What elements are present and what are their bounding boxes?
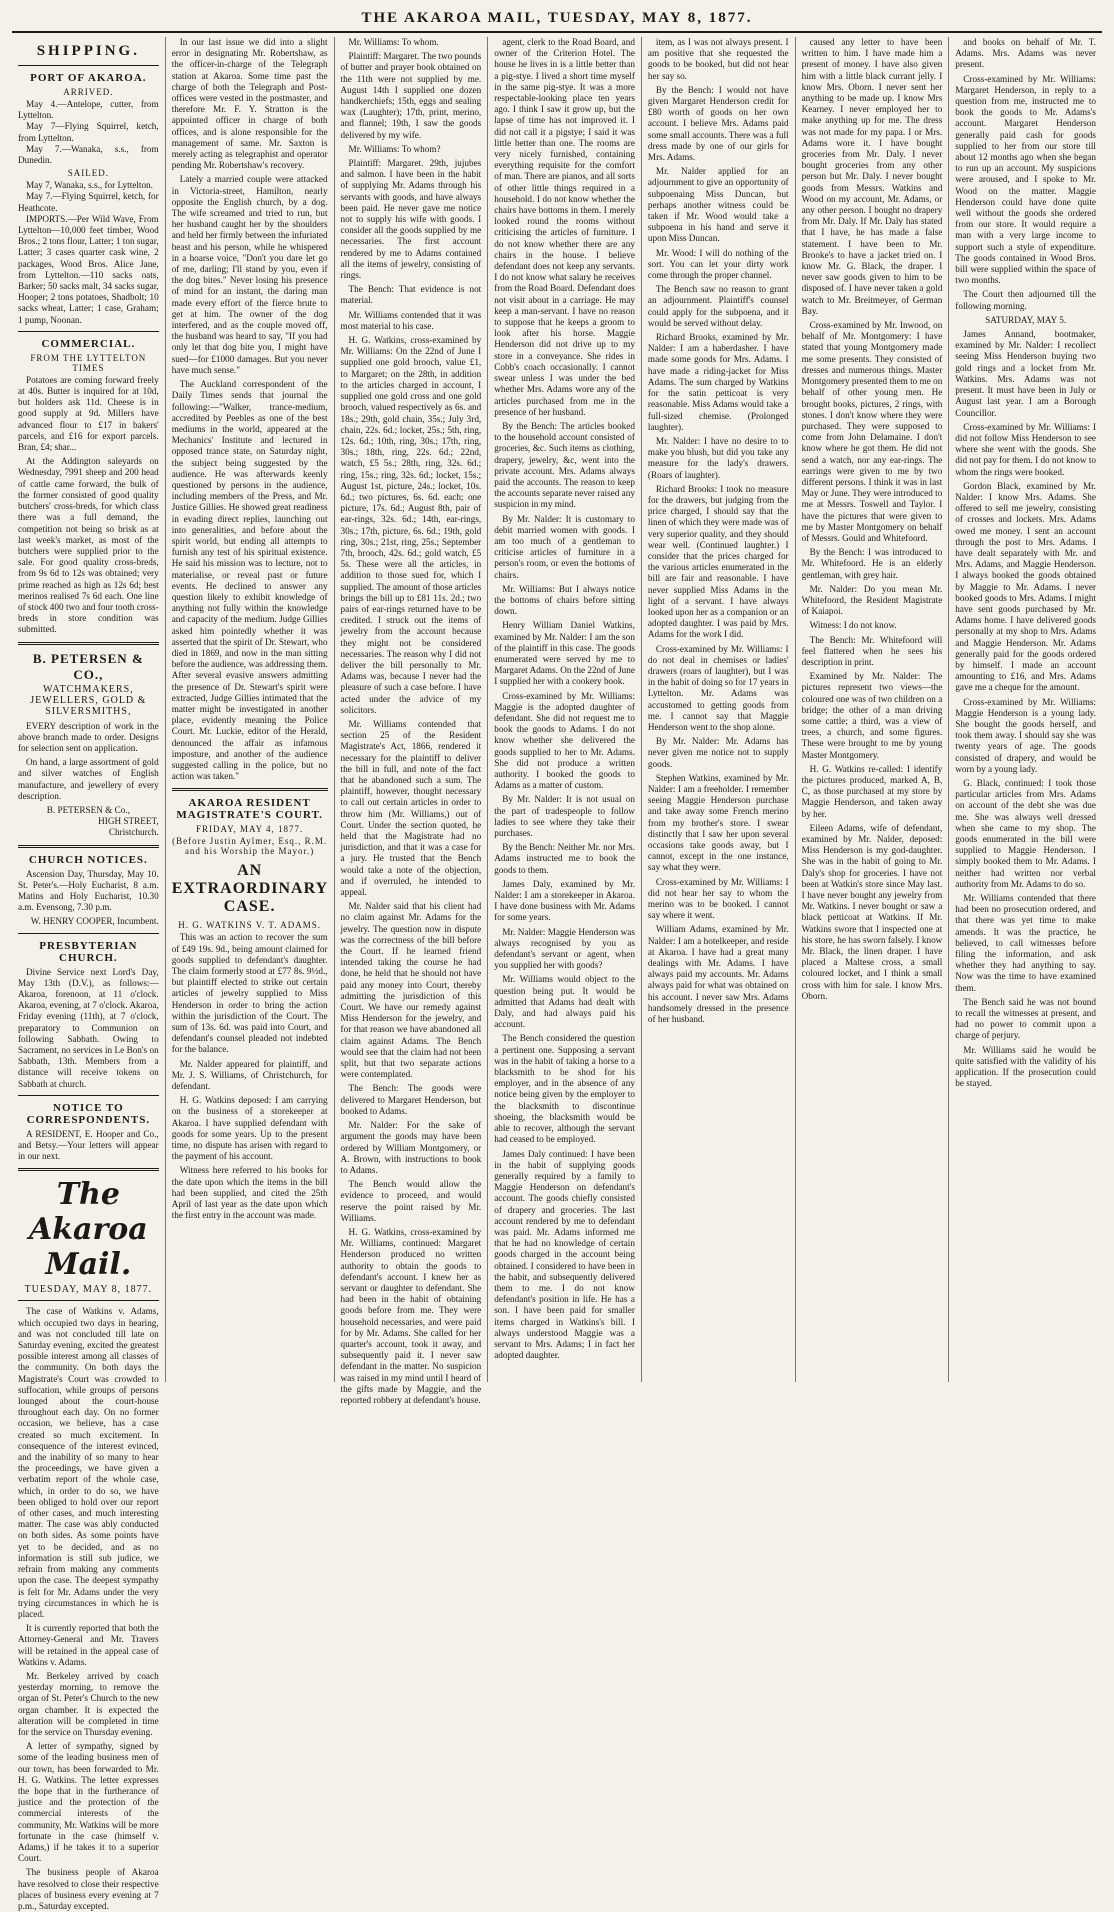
court-paragraph: Mr. Williams said he would be quite satisfied with the validity of his application. If the prosecution could be stayed. xyxy=(955,1044,1096,1089)
divider xyxy=(172,788,328,791)
court-paragraph: Mr. Wood: I will do nothing of the sort. You can let your dirty work come through the proper channel. xyxy=(647,247,789,281)
divider xyxy=(18,1300,159,1301)
court-paragraph: Eileen Adams, wife of defendant, examined by Mr. Nalder, deposed: Miss Henderson is my god-daughter. She was in the habit of going to Mr. Daly's shop for groceries. I have not been at Watkin's store since May last. I have never bought any jewelry from Mr. Watkins. I never bought or saw a black petticoat at Watkins. If Mr. Watkins swore that I inspected one at his store, he has sworn falsely. I know Mr. Black, the linen draper. I have placed a Maltese cross, a small coloured locket, and I think a small cross with him for sale. I know Mrs. Oborn. xyxy=(801,822,943,1001)
court-paragraph: By the Bench: I was introduced to Mr. Whitefoord. He is an elderly gentleman, with grey hair. xyxy=(801,547,943,580)
article-paragraph: Lately a married couple were attacked in Victoria-street, Hamilton, nearly opposite the English church, by a dog. The wife screamed and tried to run, but her husband caught her by the shoulders and held her firmly between the infuriated beast and his person, while he whispered in a hoarse voice, "Don't you dare let go of me, darling; I'll stand by you, even if the dog bites." Never losing his presence of mind for an instant, the daring man made every effort of the fierce brute to get at him. The owner of the dog interfered, and as the couple moved off, the husband was heard to say, "If you had only let that dog bite you, I might have sued—for £1000 damages. But you never have much sense." xyxy=(171,174,328,375)
court-paragraph: The Bench: That evidence is not material. xyxy=(340,284,482,306)
church-heading: CHURCH NOTICES. xyxy=(28,853,148,866)
editorial-paragraph: A letter of sympathy, signed by some of the leading business men of our town, has been forwarded to Mr. H. G. Watkins. The letter expresses the hope that in the furtherance of justice and the protection of the commercial interests of the community, Mr. Watkins will be more fortunate in the case (himself v. Adams,) if he takes it to a superior Court. xyxy=(18,1741,159,1864)
court-paragraph: The Bench considered the question a pertinent one. Supposing a servant was in the habit of taking a horse to a blacksmith to be shod for his employer, and in the absence of any notice being given by the employer to the blacksmith to discontinue shoeing, the blacksmith would be able to recover, although the servant had ceased to be employed. xyxy=(494,1033,635,1145)
column-3 xyxy=(334,37,488,1405)
court-paragraph: Cross-examined by Mr. Williams: Margaret Henderson, in reply to a question from me, instructed me to book the goods to Mr. Adams's account. Margaret Henderson generally paid cash for goods supplied to her from our store till about 12 months ago when she began to run up an account. My suspicions were aroused, and I spoke to Mr. Wood on the matter. Maggie Henderson could have done quite well without the goods she ordered from our store. It would require a man with a very large income to support such a style of expenditure. The goods contained in Wood Bros. bill were supplied within the space of two months. xyxy=(955,73,1096,286)
divider xyxy=(18,65,159,66)
court-paragraph: Stephen Watkins, examined by Mr. Nalder: I am a freeholder. I remember seeing Maggie Henderson purchase and take away some French merino from my brother's store. I swear distinctly that I saw her upon several occasions take goods away, but I cannot, except in the one instance, say what they were. xyxy=(647,772,789,873)
issue-date: TUESDAY, MAY 8, 1877. xyxy=(24,1284,153,1296)
divider xyxy=(18,642,159,645)
advert-signature: HIGH STREET, xyxy=(98,816,159,827)
arrival-entry: May 7.—Wanaka, s.s., from Dunedin. xyxy=(18,143,159,166)
case-paragraph: H. G. Watkins deposed: I am carrying on the business of a storekeeper at Akaroa. I have supplied defendant with goods for some years. Up to the present time, no dispute has arisen with regard to the payment of his account. xyxy=(171,1095,328,1162)
column-6 xyxy=(795,37,949,1382)
divider xyxy=(18,933,159,934)
court-paragraph: Mr. Williams contended that it was most material to his case. xyxy=(340,309,482,331)
court-paragraph: Mr. Williams contended that section 25 of the Resident Magistrate's Act, 1866, rendered it necessary for the plaintiff to deliver the bill in full, and note of the fact that he abandoned such a sum. The plaintiff, however, thought necessary to call out certain articles in order to throw him (Mr. Williams,) out of Court. Under the section quoted, he held that the Magistrate had no jurisdiction, and that it was a case for a jury. He trusted that the Bench would take a note of the objection, and if overruled, he intended to appeal. xyxy=(340,718,482,898)
court-paragraph: Cross-examined by Mr. Williams: I do not deal in chemises or ladies' drawers (roars of laughter), but I was in the habit of doing so for 17 years in Lyttelton. Mr. Adams was accustomed to getting goods from me. I cannot say that Maggie Henderson went to the shop alone. xyxy=(647,643,789,732)
imports-text: IMPORTS.—Per Wild Wave, From Lyttelton—10,000 feet timber, Wood Bros.; 2 tons flour, Latter; 1 ton sugar, Latter; 3 cases quarter cask wine, 2 packages, Wood Bros. Alice Jane, from Lyttelton.—110 sacks oats, Barker; 50 sacks malt, 34 sacks sugar, Hooper; 2 tons potatoes, Shadbolt; 10 sacks wheat, Latter; 1 case, Graham; 1 pump, Noonan. xyxy=(18,213,159,325)
court-day-heading: SATURDAY, MAY 5. xyxy=(985,314,1067,325)
court-paragraph: James Annand, bootmaker, examined by Mr. Nalder: I recollect seeing Miss Henderson buying two gold rings and a locket from Mr. Watkins. Mrs. Adams was not present. It must have been in July or August last year. I am a Borough Councillor. xyxy=(955,329,1096,418)
court-paragraph: By the Bench: The articles booked to the household account consisted of groceries, &c. Such items as clothing, drapery, jewelry, &c, went into the private account. Mrs. Adams always paid the accounts. The reason to keep the accounts separate never raised any suspicion in my mind. xyxy=(494,420,635,510)
court-paragraph: By Mr. Nalder: It is customary to debit married women with goods. I am too much of a gentleman to criticise articles of furniture in a person's room, or even the bottoms of chairs. xyxy=(494,513,635,580)
court-paragraph: The Bench saw no reason to grant an adjournment. Plaintiff's counsel could apply for the subpoena, and it would be served without delay. xyxy=(647,284,789,328)
advert-signature: B. PETERSEN & Co., xyxy=(46,804,130,815)
court-paragraph: William Adams, examined by Mr. Nalder: I am a hotelkeeper, and reside at Akaroa. I have had a great many dealings with Mr. Adams. I have always paid my accounts. Mr. Adams always paid for what was obtained on his account. I never saw Mrs. Adams handsomely dressed in the presence of her husband. xyxy=(647,924,789,1025)
court-paragraph: Mr. Nalder: Do you mean Mr. Whitefoord, the Resident Magistrate of Kaiapoi. xyxy=(801,583,943,617)
court-paragraph: H. G. Watkins re-called: I identify the pictures produced, marked A, B, C, as those purchased at my store by Maggie Henderson, and taken away by her. xyxy=(801,763,943,819)
court-paragraph: H. G. Watkins, cross-examined by Mr. Williams, continued: Margaret Henderson produced no written authority to obtain the goods to defendant's account. I knew her as servant or daughter to defendant. She had been in the habit of obtaining goods before from me. They were household necessaries, and were paid for by Mr. Adams. She called for her quarter's account, took it away, and subsequently paid it. I never saw defendant in the matter. No suspicion was raised in my mind until I heard of the gifts made by Maggie, and the reported robbery at defendant's house. xyxy=(340,1226,482,1405)
court-paragraph: agent, clerk to the Road Board, and owner of the Criterion Hotel. The house he lives in is a little better than a pig-stye. I lived a short time myself in the same pig-stye. It was a more respectable-looking place ten years ago. I think I saw it grow up, but the lapse of time has not improved it. I did not call it a pigstye; I said it was little better than one. The rooms are very nicely furnished, containing everything requisite for the comfort of man. There are pianos, and all sorts of other little things required in a household. I do not know whether the chairs have bottoms in them. I merely looked round the rooms without criticising the articles of furniture. I do not know whether there are any chairs in the house. I believe defendant does not keep any servants. I do not know what salary he receives from the Road Board. Defendant does not visit about in a carriage. He may keep a man-servant. I have no reason to suppose that he keeps a groom to look after his horse. Maggie Henderson did not drive up to my store in a conveyance. She rides in Cobb's coach occasionally. I cannot swear unless I was under the bed whether Mrs. Adams wore any of the articles purchased from me in the presence of her husband. xyxy=(494,37,635,417)
editorial-paragraph: The case of Watkins v. Adams, which occupied two days in hearing, and was not concluded till late on Saturday evening, excited the greatest possible interest among all classes of the community. On both days the Magistrate's Court was crowded to suffocation, while groups of persons lounged about the court-house throughout each day. On no former occasion, we believe, has a case created so much excitement. In consequence of the interest evinced, and the inability of so many to hear the proceedings, we have given a verbatim report of the whole case, which, in order to do so, we have been obliged to hold over our report of other cases, and much interesting matter. The case was ably conducted on both sides. As some points have yet to be decided, and as no information is still sub judice, we refrain from making any comments upon the case. The deepest sympathy is felt for Mr. Adams under the very trying circumstances in which he is placed. xyxy=(18,1306,159,1619)
arrival-entry: May 7—Flying Squirrel, ketch, from Lyttelton. xyxy=(18,121,159,143)
advert-signature: Christchurch. xyxy=(108,827,159,838)
court-paragraph: Richard Brooks: I took no measure for the drawers, but judging from the price charged, I should say that the linen of which they were made was of very superior quality, and they should wear well. (Continued laughter.) I consider that the prices charged for the various articles enumerated in the bill are fair and reasonable. I have never supplied Miss Adams in the light of a servant. I have always looked upon her as a companion or an adopted daughter. I was paid by Mrs. Adams for the work I did. xyxy=(647,483,789,640)
advert-trade: WATCHMAKERS, JEWELLERS, GOLD & SILVERSMITHS, xyxy=(30,683,147,717)
court-paragraph: By the Bench: Neither Mr. nor Mrs. Adams instructed me to book the goods to them. xyxy=(494,842,635,875)
sailing-entry: May 7.—Flying Squirrel, ketch, for Heathcote. xyxy=(18,191,159,213)
editorial-paragraph: The business people of Akaroa have resolved to close their respective places of business every evening at 7 p.m., Saturday excepted. xyxy=(18,1867,159,1911)
court-bench: (Before Justin Aylmer, Esq., R.M. and his Worship the Mayor.) xyxy=(172,836,328,857)
court-paragraph: By Mr. Nalder: Mr. Adams has never given me notice not to supply goods. xyxy=(647,736,789,769)
church-text: Ascension Day, Thursday, May 10. St. Peter's.—Holy Eucharist, 8 a.m. Matins and Holy Eucharist, 10.30 a.m. Evensong, 7.30 p.m. xyxy=(18,868,159,913)
editorial-paragraph: Mr. Berkeley arrived by coach yesterday morning, to remove the organ of St. Peter's Church to the new organ chamber. It is expected the alteration will be completed in time for the service on Thursday evening. xyxy=(18,1670,159,1737)
court-paragraph: Mr. Nalder: For the sake of argument the goods may have been ordered by William Montgomery, or A. Brown, with instructions to book to Adams. xyxy=(340,1120,482,1175)
masthead xyxy=(12,10,1102,33)
case-paragraph: This was an action to recover the sum of £49 19s. 9d., being amount claimed for goods supplied to defendant's daughter. The claim formerly stood at £77 8s. 9½d., but plaintiff elected to strike out certain articles of jewelry supplied to Miss Henderson in order to bring the action within the jurisdiction of the Court. The sum of 13s. 6d. was paid into Court, and defendant's counsel pleaded not indebted for the balance. xyxy=(171,932,328,1055)
editorial-paragraph: It is currently reported that both the Attorney-General and Mr. Travers will be retained in the appeal case of Watkins v. Adams. xyxy=(18,1623,159,1667)
court-paragraph: item, as I was not always present. I am positive that she requested the goods to be booked, but did not hear her say so. xyxy=(647,37,789,81)
commercial-paragraph: At the Addington saleyards on Wednesday, 7991 sheep and 200 head of cattle came forward, the bulk of the former consisted of good quality butchers' cross-breds, for which class there was a full demand, the competition not being so brisk as at last week's market, as most of the butchers were supplied prior to the sale. For good quality cross-breds, from 9s 6d to 12s was obtained; very prime reached as high as 12s 6d; best merinos realised 7s 6d each. One line of stock 400 two and four tooth cross-breds in store condition was submitted. xyxy=(18,456,159,635)
sailed-label: SAILED. xyxy=(67,168,109,179)
court-paragraph: Plaintiff: Margaret. 29th, jujubes and salmon. I have been in the habit of supplying Mr. Adams through his servants with goods, and have always been paid. He never gave me notice not to supply his wife with goods. I consider all the goods supplied by me necessaries. The first account rendered by me to Adams contained all the items of jewelry, consisting of rings. xyxy=(340,158,482,281)
court-paragraph: James Daly continued: I have been in the habit of supplying goods generally required by a family to Maggie Henderson on defendant's account. The goods chiefly consisted of drapery and groceries. The last account rendered by me to defendant was paid. Mr. Adams informed me that he had no knowledge of certain goods charged in the account being obtained. I considered to have been in the habit, and subsequently delivered them to me. I do not know defendant's position in life. He has a son. I have been paid for smaller items charged in Watkins's bill. I always understood Maggie was a servant to Mrs. Adams; I in fact her adopted daughter. xyxy=(494,1148,635,1361)
column-2 xyxy=(165,37,334,1382)
court-paragraph: Henry William Daniel Watkins, examined by Mr. Nalder: I am the son of the plaintiff in this case. The goods enumerated were served by me to Margaret Adams. On the 22nd of June I supplied her with a cookery book. xyxy=(494,620,635,687)
column-4 xyxy=(487,37,641,1382)
divider xyxy=(18,1095,159,1096)
case-subheading: H. G. WATKINS V. T. ADAMS. xyxy=(178,920,321,931)
court-paragraph: Mr. Williams would object to the question being put. It would be admitted that Adams had dealt with Daly, and had always paid his account. xyxy=(494,974,635,1030)
advert-paragraph: EVERY description of work in the above branch made to order. Designs for selection sent on application. xyxy=(18,720,159,753)
court-paragraph: Mr. Williams: To whom. xyxy=(348,37,439,47)
shipping-heading: SHIPPING. xyxy=(36,43,140,59)
case-paragraph: Witness here referred to his books for the date upon which the items in the bill had been supplied, and cited the 25th April of last year as the date upon which the first entry in the account was made. xyxy=(171,1165,328,1221)
article-paragraph: In our last issue we did into a slight error in designating Mr. Robertshaw, as the officer-in-charge of the Telegraph station at Akaroa. Some time past the charge of both the Telegraph and Post-offices were vested in the postmaster, and therefore Mr. F. Y. Stratton is the appointed officer in charge of both offices, and is alone responsible for the management of same. Mr. Saxton is merely acting as telegraphist and operator pending Mr. Robertshaw's recovery. xyxy=(171,37,328,171)
arrived-label: ARRIVED. xyxy=(63,87,114,97)
arrival-entry: May 4.—Antelope, cutter, from Lyttelton. xyxy=(18,99,159,121)
court-paragraph: G. Black, continued: I took those particular articles from Mrs. Adams on account of the debt she was due me. She was always well dressed when she came to my shop. The goods enumerated in the bill were supplied to Maggie Henderson. I simply booked them to Mr. Adams. I neither had written nor verbal authority from Mr. Adams to do so. xyxy=(955,778,1096,889)
advert-name: B. PETERSEN & CO., xyxy=(32,650,144,682)
port-heading: PORT OF AKAROA. xyxy=(30,72,147,84)
court-paragraph: Mr. Nalder: I have no desire to to make you blush, but did you take any measure for the lady's drawers. (Roars of laughter). xyxy=(647,435,789,480)
column-5 xyxy=(641,37,795,1382)
court-paragraph: Gordon Black, examined by Mr. Nalder: I know Mrs. Adams. She offered to sell me jewelry, consisting of crosses and lockets. Mrs. Adams owed me money. I sent an account through the post to Mrs. Adams. I have dealt separately with Mr. and Mrs. Adams, and Maggie Henderson. I always booked the goods obtained by Maggie to Mr. Adams. I never booked goods to Mrs. Adams. I might have sent goods purchased by Mr. Adams home. I have delivered goods personally at my shop to Mrs. Adams and Maggie Henderson. Mr. Adams generally paid for the goods ordered by himself. I made an account amounting to £16, and Mrs. Adams gave me a cheque for the amount. xyxy=(955,480,1096,693)
court-paragraph: The Bench would allow the evidence to proceed, and would reserve the point raised by Mr. Williams. xyxy=(340,1179,482,1223)
court-paragraph: Mr. Nalder: Maggie Henderson was always recognised by you as defendant's servant or agent, when you supplied her with goods? xyxy=(494,926,635,971)
court-paragraph: Plaintiff: Margaret. The two pounds of butter and prayer book obtained on the 11th were not supplied by me. August 14th I supplied one dozen handkerchiefs; 15th, eggs and sealing wax (Laughter); 17th, print, merino, and flannel; 19th, I saw the goods delivered by my wife. xyxy=(340,51,482,140)
column-7 xyxy=(948,37,1102,1382)
article-paragraph: The Auckland correspondent of the Daily Times sends that journal the following:—"Walker, trance-medium, accredited by Peebles as one of the best mediums in the world, appeared at the Mechanics' Institute and lectured in opposed trance state, on Saturday night, the subject being suggested by the audience. He was afterwards keenly questioned by persons in the audience, including members of the Press, and Mr. Justice Gillies. He showed great readiness in evading direct replies, launching out into generalities, and before about the spirit world, but ending all attempts to furnish any test of his spiritual existence. He said his mission was to lecture, not to materialise, or reveal past or future events. He declined to answer any question likely to exhibit knowledge of anything not fully within the knowledge and capacity of the medium. Judge Gillies asked him pointedly whether it was asserted that the spirit of Dr. Stewart, who died in 1869, and now in the man sitting before the audience, was addressing them. After several evasive answers admitting the presence of Dr. Stewart's spirit were extracted, Judge Gillies intimated that the matter might be investigated in another place, evidently meaning the Police Court. Mr. Luckie, editor of the Herald, denounced the affair as infamous imposture, and another of the audience suggested calling in the police, but no action was taken." xyxy=(171,379,328,782)
court-paragraph: caused any letter to have been written to him. I have made him a present of money. I have also given him with a little black currant jelly. I know Mrs. Oborn. I never sent her anything to be made up. I know Mrs Kearney. I never employed her to make anything up for me. The dress was not made for my papa. I or Mrs. Adams wore it. I have bought groceries from Mr. Daly. I never bought groceries from any other person but Mr. Daly. I never bought goods from Messrs. Watkins and Wood on my account, Mr. Adams, or any other person. I bought no drapery from Mr. Daly. If Mr. Daly has stated that I have, he has made a false statement. I have been to Mr. Brooke's to have a jacket tried on. I know Mr. G. Black, the draper. I never saw goods given to him to be disposed of. I have never taken a gold watch to Mr. Breitmeyer, of German Bay. xyxy=(801,37,943,316)
divider xyxy=(18,1168,159,1171)
newspaper-banner: The Akaroa Mail. xyxy=(28,1177,148,1283)
presbyterian-heading: PRESBYTERIAN CHURCH. xyxy=(39,939,138,964)
presbyterian-text: Divine Service next Lord's Day, May 13th (D.V.), as follows:— Akaroa, forenoon, at 11 o'clock. Akaroa, evening, at 7 o'clock. Akaroa, Friday evening (11th), at 7 o'clock, preparatory to Communion on following Sabbath. Owing to Sacrament, no services in Le Bon's on Sabbath, 13th. Members from a distance will receive tokens on Sabbath at church. xyxy=(18,966,159,1089)
commercial-paragraph: Potatoes are coming forward freely at 40s. Butter is inquired for at 10d, but holders ask 11d. Cheese is in good supply at 9d. Millers have advanced flour to £17 in bakers' parcels, and £16 for export parcels. Bran, £4; shar... xyxy=(18,374,159,453)
court-date: FRIDAY, MAY 4, 1877. xyxy=(195,824,304,835)
court-paragraph: The Court then adjourned till the following morning. xyxy=(955,289,1096,311)
court-paragraph: and books on behalf of Mr. T. Adams. Mrs. Adams was never present. xyxy=(955,37,1096,70)
court-paragraph: Cross-examined by Mr. Williams: Maggie Henderson is a young lady. She bought the goods herself, and took them away. I should say she was twenty years of age. The goods consisted of drapery, and would be worn by a young lady. xyxy=(955,696,1096,774)
masthead-title: THE AKAROA MAIL, TUESDAY, MAY 8, 1877. xyxy=(361,10,753,26)
divider xyxy=(18,845,159,848)
court-paragraph: James Daly, examined by Mr. Nalder: I am a storekeeper in Akaroa. I have done business with Mr. Adams for some years. xyxy=(494,878,635,923)
court-heading: AKAROA RESIDENT MAGISTRATE'S COURT. xyxy=(176,797,323,822)
church-signature: W. HENRY COOPER, Incumbent. xyxy=(30,916,159,927)
court-paragraph: The Bench: The goods were delivered to Margaret Henderson, but booked to Adams. xyxy=(340,1083,482,1116)
court-paragraph: The Bench said he was not bound to recall the witnesses at present, and had no power to commit upon a charge of perjury. xyxy=(955,996,1096,1041)
court-paragraph: Mr. Williams contended that there had been no prosecution ordered, and that there was yet time to make amends. It was the practice, he believed, to call witnesses before filing the information, and ask whether they had anything to say. Now was the time to have examined them. xyxy=(955,893,1096,993)
court-paragraph: By Mr. Nalder: It is not usual on the part of tradespeople to follow ladies to see where they take their purchases. xyxy=(494,794,635,839)
court-paragraph: Mr. Williams: To whom? xyxy=(348,143,441,154)
sailing-entry: May 7, Wanaka, s.s., for Lyttelton. xyxy=(26,180,153,191)
case-heading: AN EXTRAORDINARY CASE. xyxy=(171,862,329,916)
court-paragraph: Mr. Nalder said that his client had no claim against Mr. Adams for the jewelry. The question now in dispute was the correctness of the bill before the Court. If he learned friend intended taking the course he had done, he held that he should not have paid any money into Court, thereby admitting the jurisdiction of this Court. We have our remedy against Miss Henderson for the jewelry, and for that reason we have abandoned all claim against Adams. The Bench would see that the claim had not been split, but that two separate actions were contemplated. xyxy=(340,901,482,1080)
court-paragraph: H. G. Watkins, cross-examined by Mr. Williams: On the 22nd of June I supplied one gold brooch, value £1, to Margaret; on the 28th, in addition to the articles charged in account, I supplied one gold cross and one gold brooch, valued respectively as 6s. and 18s.; 29th, gold chain, 35s.; July 3rd, chain, 22s. 6d.; locket, 25s.; 5th, ring, 12s. 6d.; 10th, ring, 30s.; 17th, ring, 30s.; 18th, ring, 22s. 6d.; 22nd, watch, £5 5s.; 28th, ring, 32s. 6d.; ring, 15s.; ring, 32s. 6d.; locket, 15s.; August 1st, picture, 24s.; locket, 10s. 6d.; two pictures, 6s. 6d. each; one picture, 17s. 6d.; August 8th, pair of ear-rings, 32s. 6d.; 14th, ear-rings, 30s.; 17th, picture, 6s. 6d.; 19th, gold ring, 30s.; 21st, ring, 25s.; September 7th, brooch, 42s. 6d.; gold watch, £5 5s. These were all the articles, in addition to those sued for, which I supplied. The amount of those articles brings the bill up to £81 11s. 2d.; two pairs of ear-rings returned have to be credited. I struck out the items of jewelry from the account because they might not be considered necessaries. The reason why I did not deliver the bill personally to Mr. Adams was, because I never had the pleasure of such a case before. I have acted under the advice of my solicitors. xyxy=(340,335,482,715)
court-paragraph: The Bench: Mr. Whitefoord will feel flattered when he sees his description in print. xyxy=(801,634,943,667)
commercial-subheading: FROM THE LYTTELTON TIMES xyxy=(30,352,147,373)
court-paragraph: Examined by Mr. Nalder: The pictures represent two views—the coloured one was of two children on a bridge; the other of a man driving some cattle; a third, was a view of trees, a church, and some figures. These were brought to me by young Master Montgomery. xyxy=(801,671,943,760)
column-1 xyxy=(12,37,165,1911)
court-paragraph: Cross-examined by Mr. Williams: I did not hear her say to whom the merino was to be booked. I cannot say where it went. xyxy=(647,876,789,921)
court-paragraph: Richard Brooks, examined by Mr. Nalder: I am a haberdasher. I have made some goods for Mrs. Adams. I have made a riding-jacket for Miss Adams. The sum charged by Watkins for the satin petticoat is very reasonable. Miss Adams would take a full-sized chemise. (Prolonged laughter). xyxy=(647,332,789,432)
court-paragraph: Mr. Williams: But I always notice the bottoms of chairs before sitting down. xyxy=(494,583,635,617)
correspondents-heading: NOTICE TO CORRESPONDENTS. xyxy=(26,1101,151,1126)
court-paragraph: Witness: I do not know. xyxy=(809,620,897,631)
commercial-heading: COMMERCIAL. xyxy=(41,337,136,350)
court-paragraph: Cross-examined by Mr. Williams: I did not follow Miss Henderson to see where she went with the goods. She did not pay for them. I do not know to whom the rings were booked. xyxy=(955,421,1096,477)
advert-paragraph: On hand, a large assortment of gold and silver watches of English manufacture, and jewellery of every description. xyxy=(18,757,159,801)
case-paragraph: Mr. Nalder appeared for plaintiff, and Mr. J. S. Williams, of Christchurch, for defendant. xyxy=(171,1058,328,1092)
court-paragraph: By the Bench: I would not have given Margaret Henderson credit for £80 worth of goods on her own account. I believe Mrs. Adams paid some small accounts. There was a full dress made by one of our girls for Mrs. Adams. xyxy=(647,84,789,163)
court-paragraph: Cross-examined by Mr. Williams: Maggie is the adopted daughter of defendant. She did not request me to book the goods to Adams. I do not know whether she delivered the goods supplied to her to Mr. Adams. She did not produce a written authority. I booked the goods to Adams as a matter of custom. xyxy=(494,690,635,791)
correspondents-text: A RESIDENT, E. Hooper and Co., and Betsy.—Your letters will appear in our next. xyxy=(18,1128,159,1162)
court-paragraph: Mr. Nalder applied for an adjournment to give an opportunity of subpoenaing Miss Duncan, but perhaps another witness could be taken if Mr. Wood would take a subpoena in his hand and serve it upon Miss Duncan. xyxy=(647,166,789,244)
columns xyxy=(12,37,1102,1911)
court-paragraph: Cross-examined by Mr. Inwood, on behalf of Mr. Montgomery: I have stated that young Montgomery made me some presents. They consisted of dresses and numerous things. Master Montgomery presented them to me on behalf of other young men. He brought books, pictures, 2 rings, with stones. I don't know where they were purchased. They were supposed to come from John Delamaine. I don't know where he got them. He did not send a watch, nor any ear-rings. The earrings were given to me by two different persons. I think it was in last May or June. They were introduced to me at Messrs. Toswell and Taylor. I have the pictures that were given to me by Master Montgomery on behalf of Messrs. Gould and Whitefoord. xyxy=(801,320,943,543)
divider xyxy=(18,331,159,332)
